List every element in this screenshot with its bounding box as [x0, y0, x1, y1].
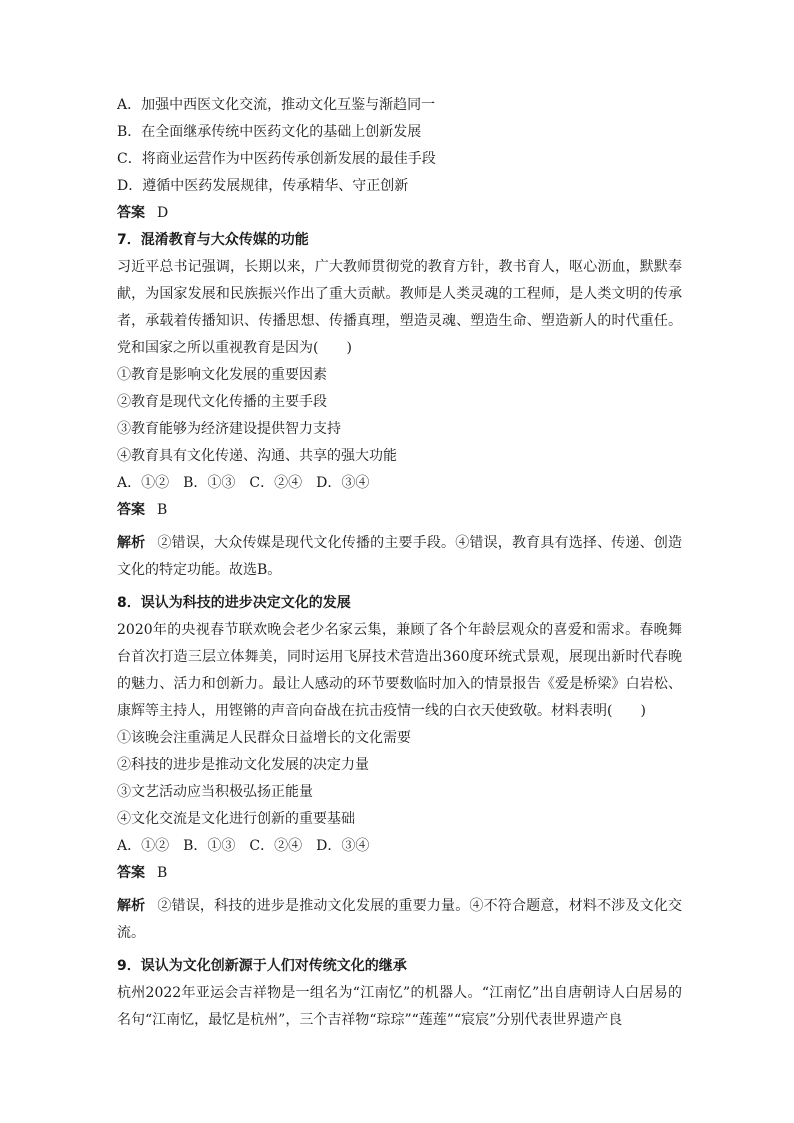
q6-option-c: C．将商业运营作为中医药传承创新发展的最佳手段	[117, 151, 436, 167]
q7-item-3: ③教育能够为经济建设提供智力支持	[117, 421, 341, 437]
q7-analysis	[117, 530, 682, 584]
answer-value: B	[157, 865, 168, 881]
q9-stem: 杭州2022年亚运会吉祥物是一组名为“江南忆”的机器人。“江南忆”出自唐朝诗人白居易的名句“江南忆，最忆是杭州”，三个吉祥物“琮琮”“莲莲”“宸宸”分别代表世界遗产良	[117, 985, 682, 1028]
q7-item-4: ④教育具有文化传递、沟通、共享的强大功能	[117, 448, 397, 464]
q7-item-1: ①教育是影响文化发展的重要因素	[117, 367, 327, 383]
q8-item-2: ②科技的进步是推动文化发展的决定力量	[117, 757, 369, 773]
analysis-text: ②错误，大众传媒是现代文化传播的主要手段。④错误，教育具有选择、传递、创造文化的特定功能。故选B。	[117, 535, 683, 578]
answer-label: 答案	[117, 205, 145, 221]
analysis-label: 解析	[117, 898, 146, 914]
q7-choices: A．①② B．①③ C．②④ D．③④	[117, 475, 370, 491]
answer-value: B	[157, 502, 168, 518]
q8-stem: 2020年的央视春节联欢晚会老少名家云集，兼顾了各个年龄层观众的喜爱和需求。春晚舞台首次打造三层立体舞美，同时运用飞屏技术营造出360度环统式景观，展现出新时代春晚的魅力、活力和创新力。最让人感动的环节要数临时加入的情景报告《爱是桥梁》白岩松、康辉等主持人，用铿锵的声音向奋战在抗击疫情一线的白衣天使致敬。材料表明( )	[117, 622, 682, 719]
answer-value: D	[157, 205, 169, 221]
q6-answer	[117, 200, 682, 227]
q8-item-3: ③文艺活动应当积极弘扬正能量	[117, 784, 313, 800]
document-page	[117, 92, 682, 1034]
q8-item-4: ④文化交流是文化进行创新的重要基础	[117, 811, 355, 827]
q8-choices: A．①② B．①③ C．②④ D．③④	[117, 838, 370, 854]
q6-option-b: B．在全面继承传统中医药文化的基础上创新发展	[117, 124, 422, 140]
q8-heading: 8．误认为科技的进步决定文化的发展	[117, 595, 351, 611]
analysis-label: 解析	[117, 535, 146, 551]
q8-answer	[117, 860, 682, 887]
q6-options	[117, 92, 682, 200]
analysis-text: ②错误，科技的进步是推动文化发展的重要力量。④不符合题意，材料不涉及文化交流。	[117, 898, 683, 941]
q7-answer	[117, 497, 682, 524]
q7-stem: 习近平总书记强调，长期以来，广大教师贯彻党的教育方针，教书育人，呕心沥血，默默奉献，为国家发展和民族振兴作出了重大贡献。教师是人类灵魂的工程师，是人类文明的传承者，承载着传播知识、传播思想、传播真理，塑造灵魂、塑造生命、塑造新人的时代重任。党和国家之所以重视教育是因为( )	[117, 259, 682, 356]
q7-item-2: ②教育是现代文化传播的主要手段	[117, 394, 327, 410]
q8-analysis	[117, 893, 682, 947]
answer-label: 答案	[117, 502, 145, 518]
q7-heading: 7．混淆教育与大众传媒的功能	[117, 232, 309, 248]
q6-option-d: D．遵循中医药发展规律，传承精华、守正创新	[117, 178, 409, 194]
answer-label: 答案	[117, 865, 145, 881]
q9-heading: 9．误认为文化创新源于人们对传统文化的继承	[117, 958, 407, 974]
q6-option-a: A．加强中西医文化交流，推动文化互鉴与渐趋同一	[117, 97, 436, 113]
q8-item-1: ①该晚会注重满足人民群众日益增长的文化需要	[117, 730, 411, 746]
